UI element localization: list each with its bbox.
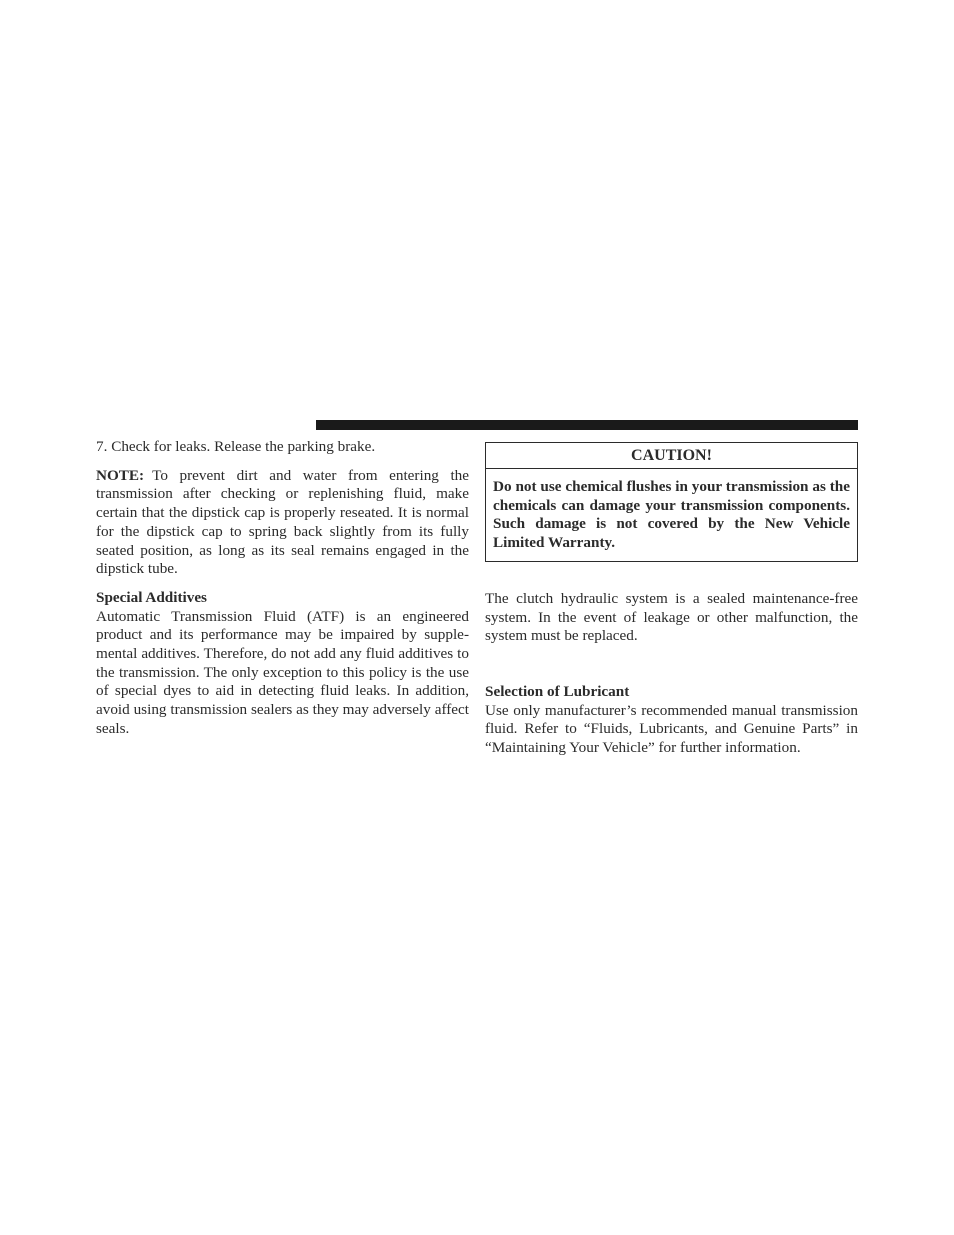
caution-box — [485, 442, 858, 562]
header-rule-bar — [316, 420, 858, 430]
note-label: NOTE: — [96, 466, 145, 484]
note-paragraph — [96, 467, 469, 579]
note-text: To prevent dirt and water from entering the transmission after checking or replenishing fluid, make certain that the dipstick cap is properly reseated. It is normal for the dipstick cap to spring back slightly from its fully seated position, as long as its seal remains engaged in the dipstick tube. — [96, 466, 469, 578]
selection-of-lubricant-heading: Selection of Lubricant — [485, 682, 630, 700]
left-column — [96, 438, 469, 739]
step-7-text: 7. Check for leaks. Release the parking brake. — [96, 438, 376, 455]
caution-title: CAUTION! — [486, 443, 857, 469]
clutch-hydraulic-text: The clutch hydraulic system is a sealed maintenance-free system. In the event of leakage or other malfunction, the system must be replaced. — [485, 589, 858, 645]
right-column — [485, 442, 858, 758]
special-additives-text: Automatic Transmission Fluid (ATF) is an engineered product and its performance may be impaired by supplemental additives. Therefore, do not add any fluid additives to the transmission. The only exception to this policy is the use of special dyes to aid in detecting fluid leaks. In addition, avoid using transmission sealers as they may adversely affect seals. — [96, 607, 469, 737]
special-additives-heading: Special Additives — [96, 588, 207, 606]
caution-text: Do not use chemical flushes in your transmission as the chemicals can damage your transmission components. Such damage is not covered by the New Vehicle Limited Warranty. — [493, 478, 850, 552]
selection-of-lubricant-text: Use only manufacturer’s recommended manual transmission fluid. Refer to “Fluids, Lubricants, and Genuine Parts” in “Maintaining Your Vehicle” for further information. — [485, 701, 858, 757]
